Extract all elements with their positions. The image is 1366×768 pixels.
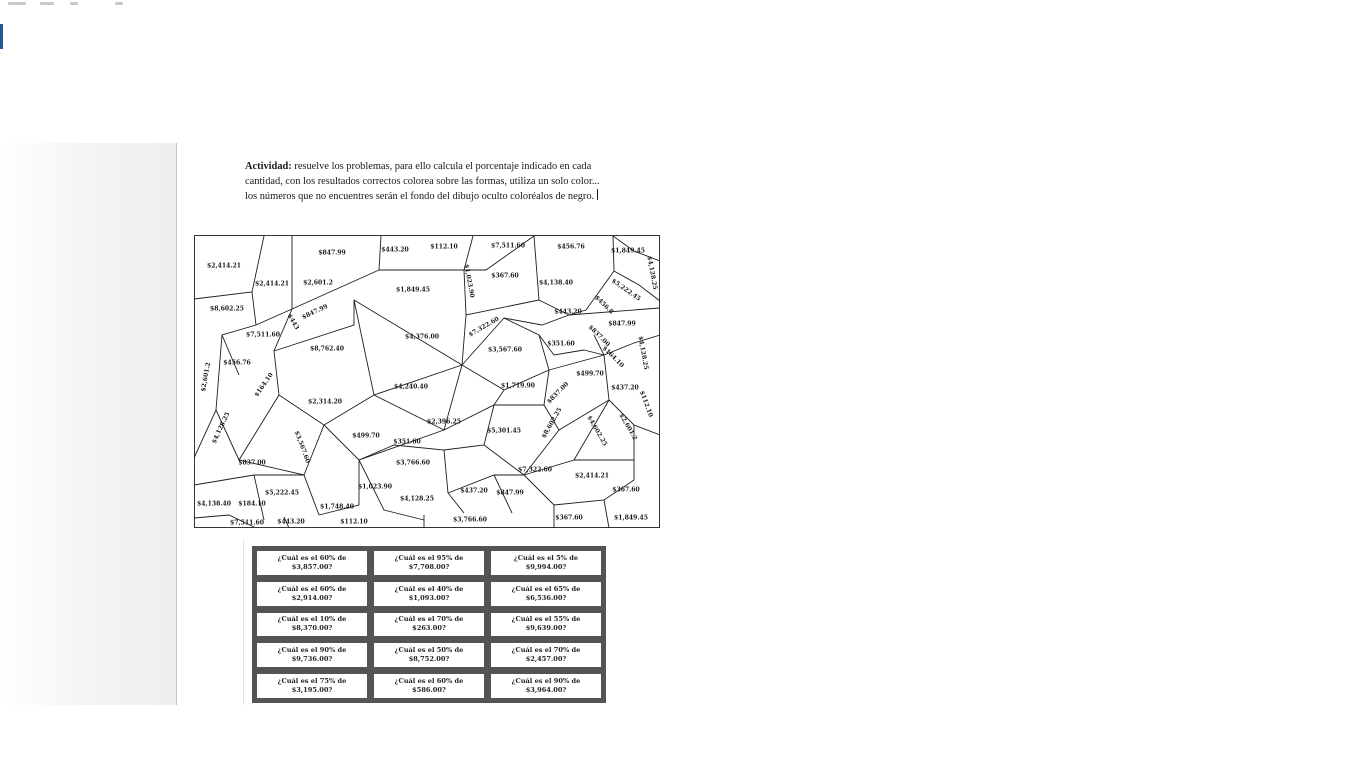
puzzle-amount-label: $4,128.25 (645, 255, 659, 291)
toolbar-icon[interactable] (115, 2, 123, 5)
text-cursor (597, 189, 598, 200)
puzzle-amount-label: $8,602.25 (210, 305, 244, 313)
puzzle-amount-label: $1,023.90 (462, 263, 476, 299)
question-cell: ¿Cuál es el 50% de $8,752.00? (372, 641, 486, 669)
puzzle-amount-label: $7,322.60 (518, 466, 552, 474)
puzzle-shape-edge (194, 475, 319, 515)
puzzle-shape-edge (354, 300, 462, 395)
puzzle-amount-label: $8,762.40 (310, 345, 344, 353)
puzzle-amount-label: $1,849.45 (611, 247, 645, 255)
puzzle-shape-edge (194, 410, 216, 458)
puzzle-amount-label: $4,128.25 (210, 411, 232, 445)
puzzle-amount-label: $443.20 (381, 246, 409, 254)
accent-bar (0, 24, 3, 49)
puzzle-shape-edge (464, 236, 534, 270)
toolbar-icon[interactable] (70, 2, 78, 5)
puzzle-amount-label: $367.60 (555, 514, 583, 522)
puzzle-amount-label: $4,240.40 (394, 383, 428, 391)
question-cell: ¿Cuál es el 55% de $9,639.00? (489, 611, 603, 639)
puzzle-amount-label: $5,301.45 (487, 427, 521, 435)
puzzle-amount-label: $8,602.25 (540, 406, 564, 440)
puzzle-amount-label: $112.10 (637, 389, 655, 419)
question-cell: ¿Cuál es el 95% de $7,708.00? (372, 549, 486, 577)
puzzle-amount-label: $5,222.45 (610, 277, 642, 303)
puzzle-image (194, 235, 660, 530)
puzzle-amount-label: $443 (285, 312, 301, 332)
puzzle-amount-label: $443.20 (554, 308, 582, 316)
puzzle-amount-label: $2,601.2 (199, 361, 213, 393)
puzzle-amount-label: $5,222.45 (265, 489, 299, 497)
puzzle-amount-label: $847.99 (608, 320, 636, 328)
puzzle-amount-label: $4,138.40 (539, 279, 573, 287)
activity-label: Actividad: (245, 161, 292, 172)
puzzle-amount-label: $1,719.90 (501, 382, 535, 390)
question-cell: ¿Cuál es el 40% de $1,093.00? (372, 580, 486, 608)
puzzle-amount-label: $164.10 (253, 371, 275, 399)
puzzle-shape-edge (222, 335, 239, 375)
puzzle-amount-label: $7,511.60 (246, 331, 280, 339)
puzzle-amount-label: $7,511.60 (230, 519, 264, 527)
activity-instructions[interactable] (245, 160, 605, 205)
puzzle-shape-edge (324, 425, 444, 460)
puzzle-amount-label: $4,602.25 (585, 414, 609, 448)
toolbar-icon[interactable] (40, 2, 54, 5)
puzzle-amount-label: $1,748.40 (320, 503, 354, 511)
puzzle-amount-label: $847.99 (496, 489, 524, 497)
puzzle-amount-label: $1,849.45 (396, 286, 430, 294)
puzzle-amount-label: $837.00 (545, 380, 571, 406)
puzzle-amount-label: $1,849.45 (614, 514, 648, 522)
puzzle-amount-label: $367.60 (612, 486, 640, 494)
puzzle-amount-label: $4,128.25 (636, 335, 650, 371)
toolbar-icon[interactable] (8, 2, 26, 5)
question-cell: ¿Cuál es el 75% de $3,195.00? (255, 672, 369, 700)
puzzle-shape-edge (549, 355, 604, 370)
puzzle-amount-label: $2,396.25 (427, 418, 461, 426)
puzzle-label-layer (197, 243, 658, 527)
question-cell: ¿Cuál es el 60% de $3,857.00? (255, 549, 369, 577)
puzzle-shape-edge (254, 475, 264, 520)
hidden-picture-puzzle[interactable] (194, 235, 660, 530)
puzzle-amount-label: $112.10 (340, 518, 368, 526)
puzzle-amount-label: $3,567.60 (488, 346, 522, 354)
question-grid (252, 546, 606, 703)
question-cell: ¿Cuál es el 65% de $6,536.00? (489, 580, 603, 608)
puzzle-shape-edge (504, 315, 569, 325)
puzzle-amount-label: $456.8 (593, 294, 615, 316)
puzzle-amount-label: $437.20 (460, 487, 488, 495)
puzzle-shape-edge (448, 493, 464, 513)
puzzle-amount-label: $2,414.21 (575, 472, 609, 480)
puzzle-amount-label: $2,314.20 (308, 398, 342, 406)
puzzle-amount-label: $367.60 (491, 272, 519, 280)
puzzle-amount-label: $847.99 (318, 249, 346, 257)
window-top-bar (0, 0, 1366, 8)
puzzle-shape-edge (239, 425, 324, 475)
puzzle-amount-label: $2,601.2 (617, 412, 639, 442)
puzzle-amount-label: $351.60 (547, 340, 575, 348)
puzzle-amount-label: $112.10 (430, 243, 458, 251)
question-cell: ¿Cuál es el 60% de $586.00? (372, 672, 486, 700)
puzzle-amount-label: $837.00 (586, 323, 612, 349)
puzzle-amount-label: $437.20 (611, 384, 639, 392)
puzzle-amount-label: $2,601.2 (303, 279, 333, 287)
puzzle-amount-label: $1,023.90 (358, 483, 392, 491)
puzzle-amount-label: $837.00 (238, 459, 266, 467)
puzzle-shape-edge (494, 390, 504, 405)
puzzle-amount-label: $184.10 (238, 500, 266, 508)
puzzle-amount-label: $499.70 (576, 370, 604, 378)
puzzle-amount-label: $2,414.21 (207, 262, 241, 270)
puzzle-amount-label: $4,376.00 (405, 333, 439, 341)
activity-text: resuelve los problemas, para ello calcula el porcentaje indicado en cada cantidad, con los resultados correctos colorea sobre las formas, utiliza un solo color... los números que no encuentres serán el fondo del dibujo oculto coloréalos de negro. (245, 161, 600, 202)
question-cell: ¿Cuál es el 5% de $9,994.00? (489, 549, 603, 577)
question-cell: ¿Cuál es el 70% de $2,457.00? (489, 641, 603, 669)
navigation-pane[interactable] (0, 143, 177, 705)
question-cell: ¿Cuál es el 60% de $2,914.00? (255, 580, 369, 608)
page-margin-line (243, 540, 244, 705)
question-cell: ¿Cuál es el 90% de $3,964.00? (489, 672, 603, 700)
puzzle-amount-label: $3,766.60 (396, 459, 430, 467)
puzzle-amount-label: $3,766.60 (453, 516, 487, 524)
puzzle-shape-edge (444, 405, 544, 430)
puzzle-shape-edge (604, 500, 609, 528)
puzzle-shape-edge (524, 400, 609, 475)
puzzle-amount-label: $847.99 (301, 303, 329, 321)
puzzle-amount-label: $499.70 (352, 432, 380, 440)
puzzle-shape-edge (292, 236, 381, 309)
puzzle-amount-label: $3,567.60 (292, 429, 312, 465)
question-cell: ¿Cuál es el 70% de $263.00? (372, 611, 486, 639)
puzzle-amount-label: $456.76 (223, 359, 251, 367)
puzzle-amount-label: $2,414.21 (255, 280, 289, 288)
puzzle-amount-label: $4,138.40 (197, 500, 231, 508)
puzzle-amount-label: $4,128.25 (400, 495, 434, 503)
puzzle-amount-label: $164.10 (600, 344, 626, 370)
puzzle-amount-label: $7,511.60 (491, 242, 525, 250)
puzzle-shape-edge (354, 300, 466, 365)
puzzle-shape-edge (216, 395, 279, 460)
puzzle-amount-label: $351.60 (393, 438, 421, 446)
puzzle-amount-label: $7,322.60 (467, 315, 501, 339)
question-cell: ¿Cuál es el 90% de $9,736.00? (255, 641, 369, 669)
puzzle-amount-label: $443.20 (277, 518, 305, 526)
puzzle-amount-label: $456.76 (557, 243, 585, 251)
question-cell: ¿Cuál es el 10% de $8,370.00? (255, 611, 369, 639)
